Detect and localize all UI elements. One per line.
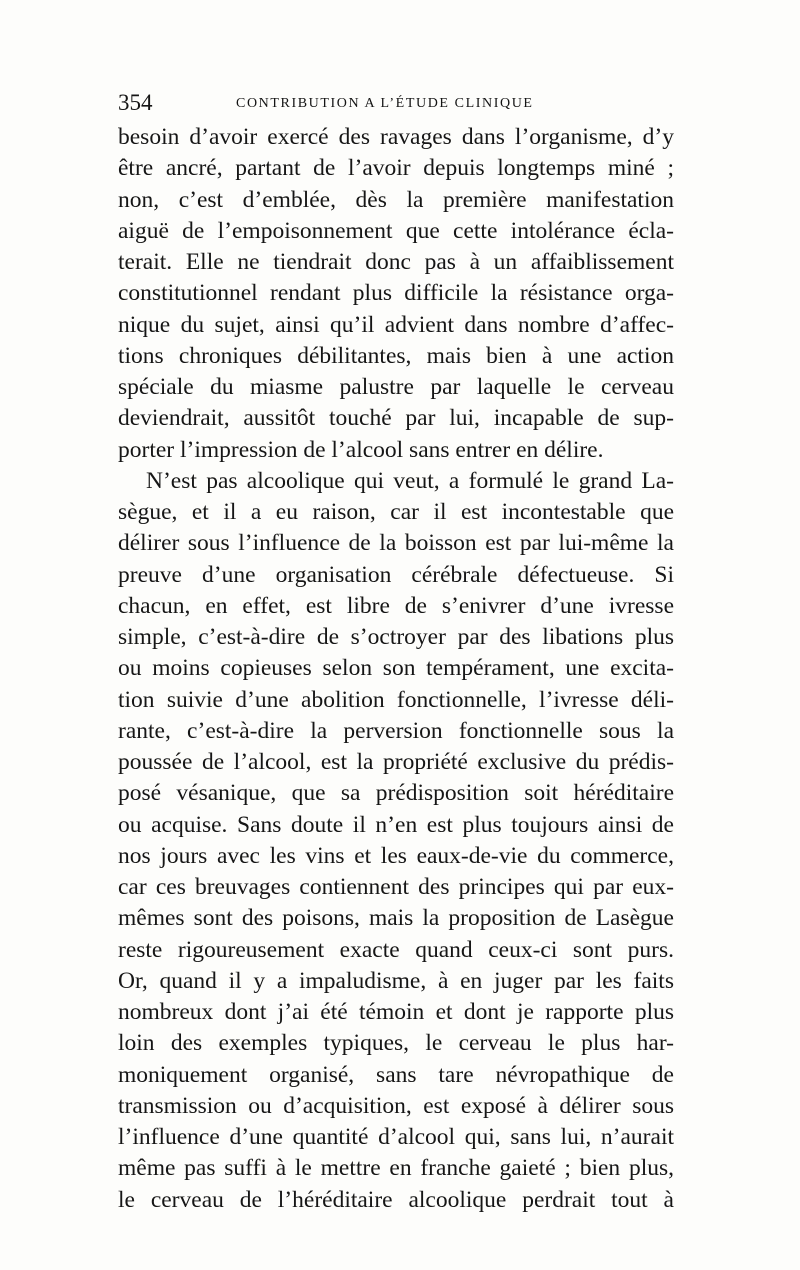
text-line: poussée de l’alcool, est la propriété exclusive du prédis- <box>118 749 674 775</box>
text-line: besoin d’avoir exercé des ravages dans l’organisme, d’y <box>118 124 674 150</box>
text-line: tions chroniques débilitantes, mais bien à une action <box>118 342 674 369</box>
page-header <box>118 88 678 118</box>
text-line: être ancré, partant de l’avoir depuis longtemps miné ; <box>118 155 674 182</box>
body-text <box>118 122 674 1216</box>
text-line: car ces breuvages contiennent des principes qui par eux- <box>118 874 674 900</box>
text-line: posé vésanique, que sa prédisposition soit héréditaire <box>118 780 674 807</box>
text-line: transmission ou d’acquisition, est exposé à délirer sous <box>118 1092 674 1119</box>
text-line: non, c’est d’emblée, dès la première manifestation <box>118 186 674 213</box>
text-line: rante, c’est-à-dire la perversion fonctionnelle sous la <box>118 717 674 744</box>
text-line: constitutionnel rendant plus difficile la résistance orga- <box>118 280 674 307</box>
text-line: chacun, en effet, est libre de s’enivrer d’une ivresse <box>118 592 674 619</box>
text-line: même pas suffi à le mettre en franche gaieté ; bien plus, <box>118 1155 674 1182</box>
text-line: moniquement organisé, sans tare névropathique de <box>118 1061 674 1088</box>
text-line: preuve d’une organisation cérébrale défectueuse. Si <box>118 561 674 588</box>
text-line: N’est pas alcoolique qui veut, a formulé le grand La- <box>146 467 674 494</box>
text-line: spéciale du miasme palustre par laquelle le cerveau <box>118 374 674 400</box>
text-line: sègue, et il a eu raison, car il est incontestable que <box>118 499 674 525</box>
text-line: nos jours avec les vins et les eaux-de-vie du commerce, <box>118 842 674 869</box>
text-line: loin des exemples typiques, le cerveau le plus har- <box>118 1030 674 1057</box>
text-line: terait. Elle ne tiendrait donc pas à un affaiblissement <box>118 249 674 275</box>
text-line: Or, quand il y a impaludisme, à en juger par les faits <box>118 967 674 994</box>
running-title: CONTRIBUTION A L’ÉTUDE CLINIQUE <box>236 96 534 111</box>
text-line: reste rigoureusement exacte quand ceux-ci sont purs. <box>118 936 674 963</box>
text-line: mêmes sont des poisons, mais la proposition de Lasègue <box>118 905 674 932</box>
text-line: simple, c’est-à-dire de s’octroyer par des libations plus <box>118 624 674 650</box>
text-line: porter l’impression de l’alcool sans entrer en délire. <box>118 436 604 463</box>
text-line: nique du sujet, ainsi qu’il advient dans nombre d’affec- <box>118 311 674 338</box>
text-line: le cerveau de l’héréditaire alcoolique perdrait tout à <box>118 1186 674 1213</box>
text-line: l’influence d’une quantité d’alcool qui, sans lui, n’aurait <box>118 1124 674 1150</box>
page-number: 354 <box>118 90 153 115</box>
text-line: tion suivie d’une abolition fonctionnelle, l’ivresse déli- <box>118 686 674 713</box>
text-line: ou moins copieuses selon son tempérament, une excita- <box>118 655 674 682</box>
text-line: délirer sous l’influence de la boisson est par lui-même la <box>118 530 674 557</box>
text-line: nombreux dont j’ai été témoin et dont je rapporte plus <box>118 999 674 1025</box>
text-line: ou acquise. Sans doute il n’en est plus toujours ainsi de <box>118 811 674 838</box>
text-line: aiguë de l’empoisonnement que cette intolérance écla- <box>118 217 674 244</box>
text-line: deviendrait, aussitôt touché par lui, incapable de sup- <box>118 405 674 432</box>
